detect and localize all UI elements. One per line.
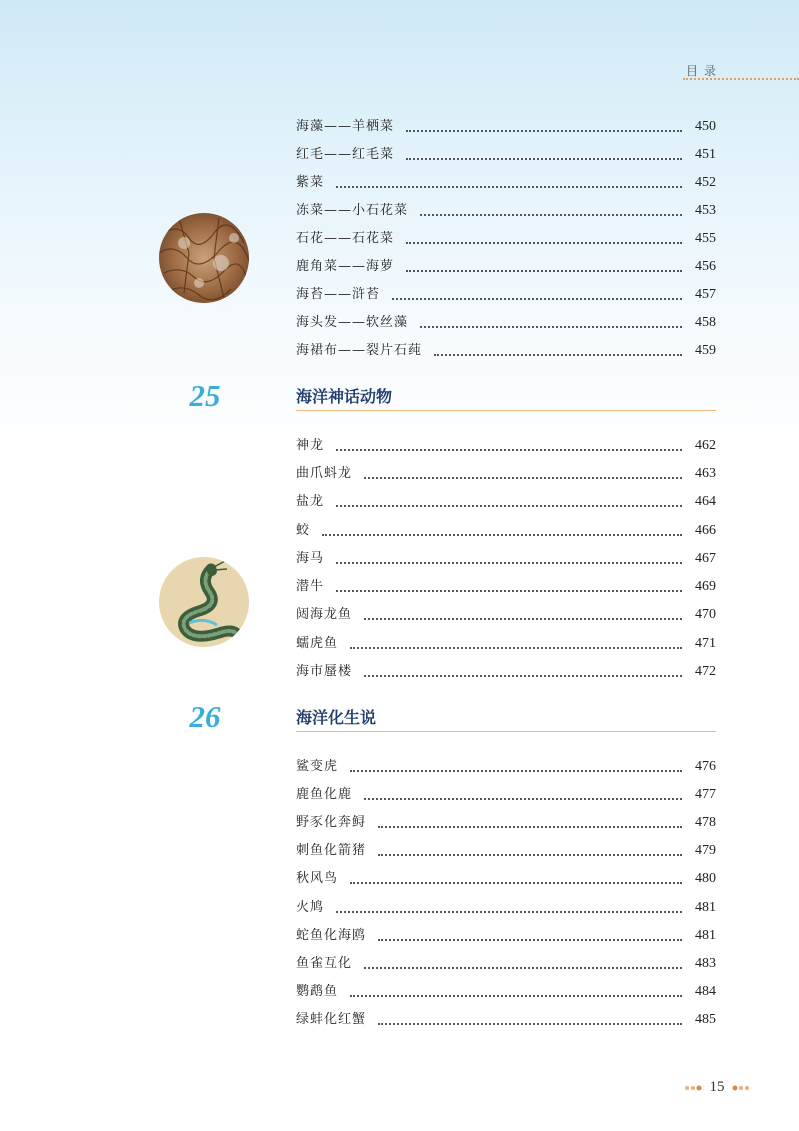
- toc-item-page: 471: [695, 636, 716, 651]
- toc-item-page: 464: [695, 494, 716, 509]
- dot-leader: [378, 1023, 682, 1025]
- toc-item-page: 470: [695, 607, 716, 622]
- footer-dots-left: [684, 1085, 702, 1091]
- toc-item-page: 466: [695, 523, 716, 538]
- toc-item-page: 472: [695, 664, 716, 679]
- dot-leader: [364, 477, 682, 479]
- toc-item-title: 秋风鸟: [296, 871, 339, 886]
- dot-leader: [336, 562, 682, 564]
- toc-item[interactable]: [296, 837, 716, 859]
- toc-item-title: 海马: [296, 551, 325, 566]
- toc-item-page: 480: [695, 871, 716, 886]
- dot-leader: [336, 590, 682, 592]
- section-number: 25: [189, 378, 221, 413]
- toc-item-page: 459: [695, 343, 716, 358]
- toc-item[interactable]: [296, 601, 716, 623]
- toc-item[interactable]: [296, 630, 716, 652]
- toc-item-title: 野豕化奔鲟: [296, 815, 367, 830]
- toc-item-title: 鹿鱼化鹿: [296, 787, 353, 802]
- running-head: 目录: [686, 64, 723, 78]
- toc-item-title: 蠕虎鱼: [296, 636, 339, 651]
- toc-item-title: 海藻——羊栖菜: [296, 119, 395, 134]
- toc-item-page: 452: [695, 175, 716, 190]
- dot-leader: [350, 882, 682, 884]
- dot-leader: [322, 534, 682, 536]
- dot-leader: [336, 449, 682, 451]
- toc-item-title: 曲爪蚪龙: [296, 466, 353, 481]
- toc-item-title: 海市蜃楼: [296, 664, 353, 679]
- dot-leader: [336, 505, 682, 507]
- dot-leader: [406, 158, 682, 160]
- dot-leader: [336, 911, 682, 913]
- toc-item-title: 鹦鹉鱼: [296, 984, 339, 999]
- dot-leader: [364, 967, 682, 969]
- toc-item-page: 483: [695, 956, 716, 971]
- dot-leader: [350, 995, 682, 997]
- toc-item-title: 盐龙: [296, 494, 325, 509]
- dot-leader: [392, 298, 682, 300]
- seaweed-thumbnail: [159, 213, 249, 303]
- toc-item[interactable]: [296, 253, 716, 275]
- toc-item[interactable]: [296, 141, 716, 163]
- toc-item-title: 海苔——浒苔: [296, 287, 381, 302]
- toc-item-title: 海头发——软丝藻: [296, 315, 409, 330]
- toc-item[interactable]: [296, 950, 716, 972]
- toc-item-page: 450: [695, 119, 716, 134]
- dot-leader: [336, 186, 682, 188]
- toc-item[interactable]: [296, 337, 716, 359]
- dot-leader: [420, 214, 682, 216]
- dot-leader: [406, 270, 682, 272]
- toc-item-title: 刺鱼化箭猪: [296, 843, 367, 858]
- toc-item-page: 455: [695, 231, 716, 246]
- dot-leader: [350, 647, 682, 649]
- toc-item-page: 453: [695, 203, 716, 218]
- toc-item-page: 451: [695, 147, 716, 162]
- running-head-rule: [683, 78, 799, 80]
- dot-leader: [406, 130, 682, 132]
- toc-item[interactable]: [296, 281, 716, 303]
- toc-item-title: 神龙: [296, 438, 325, 453]
- toc-item[interactable]: [296, 169, 716, 191]
- toc-item-page: 467: [695, 551, 716, 566]
- toc-item[interactable]: [296, 753, 716, 775]
- section-title[interactable]: 海洋神话动物: [296, 387, 393, 406]
- dot-leader: [364, 618, 682, 620]
- toc-item-title: 鲨变虎: [296, 759, 339, 774]
- toc-item[interactable]: [296, 809, 716, 831]
- toc-item-title: 红毛——红毛菜: [296, 147, 395, 162]
- toc-item-page: 469: [695, 579, 716, 594]
- toc-item-page: 481: [695, 900, 716, 915]
- dot-leader: [378, 854, 682, 856]
- toc-item-title: 蛟: [296, 523, 311, 538]
- toc-item-title: 海裙布——裂片石莼: [296, 343, 423, 358]
- toc-item[interactable]: [296, 545, 716, 567]
- toc-item-page: 462: [695, 438, 716, 453]
- toc-item-title: 火鸠: [296, 900, 325, 915]
- toc-item[interactable]: [296, 432, 716, 454]
- section-rule: [296, 410, 716, 411]
- sea-dragon-thumbnail: [159, 557, 249, 647]
- toc-item-page: 476: [695, 759, 716, 774]
- toc-item-page: 479: [695, 843, 716, 858]
- section-title[interactable]: 海洋化生说: [296, 708, 377, 727]
- dot-leader: [378, 939, 682, 941]
- toc-item-page: 457: [695, 287, 716, 302]
- toc-item-page: 484: [695, 984, 716, 999]
- toc-item-page: 481: [695, 928, 716, 943]
- toc-item[interactable]: [296, 309, 716, 331]
- toc-item[interactable]: [296, 488, 716, 510]
- toc-item-page: 485: [695, 1012, 716, 1027]
- toc-item-title: 蛇鱼化海鸥: [296, 928, 367, 943]
- toc-item-page: 463: [695, 466, 716, 481]
- dot-leader: [350, 770, 682, 772]
- toc-item[interactable]: [296, 113, 716, 135]
- toc-item[interactable]: [296, 517, 716, 539]
- toc-item[interactable]: [296, 781, 716, 803]
- page-number: 15: [709, 1079, 725, 1095]
- toc-item[interactable]: [296, 978, 716, 1000]
- toc-item-page: 477: [695, 787, 716, 802]
- toc-item-title: 石花——石花菜: [296, 231, 395, 246]
- section-rule: [296, 731, 716, 732]
- toc-item-title: 绿蚌化红蟹: [296, 1012, 367, 1027]
- toc-item-page: 456: [695, 259, 716, 274]
- toc-item[interactable]: [296, 573, 716, 595]
- toc-item[interactable]: [296, 894, 716, 916]
- toc-item-page: 478: [695, 815, 716, 830]
- toc-item[interactable]: [296, 658, 716, 680]
- dot-leader: [364, 675, 682, 677]
- dot-leader: [420, 326, 682, 328]
- toc-item-title: 鱼雀互化: [296, 956, 353, 971]
- toc-item-title: 鹿角菜——海萝: [296, 259, 395, 274]
- dot-leader: [364, 798, 682, 800]
- toc-item[interactable]: [296, 197, 716, 219]
- dot-leader: [434, 354, 682, 356]
- section-number: 26: [189, 699, 221, 734]
- toc-item[interactable]: [296, 225, 716, 247]
- toc-item[interactable]: [296, 922, 716, 944]
- toc-item[interactable]: [296, 865, 716, 887]
- toc-item-page: 458: [695, 315, 716, 330]
- footer-dots-right: [732, 1085, 750, 1091]
- dot-leader: [406, 242, 682, 244]
- toc-item-title: 潜牛: [296, 579, 325, 594]
- toc-item-title: 紫菜: [296, 175, 325, 190]
- toc-item-title: 闼海龙鱼: [296, 607, 353, 622]
- dot-leader: [378, 826, 682, 828]
- toc-item[interactable]: [296, 1006, 716, 1028]
- toc-item[interactable]: [296, 460, 716, 482]
- toc-item-title: 冻菜——小石花菜: [296, 203, 409, 218]
